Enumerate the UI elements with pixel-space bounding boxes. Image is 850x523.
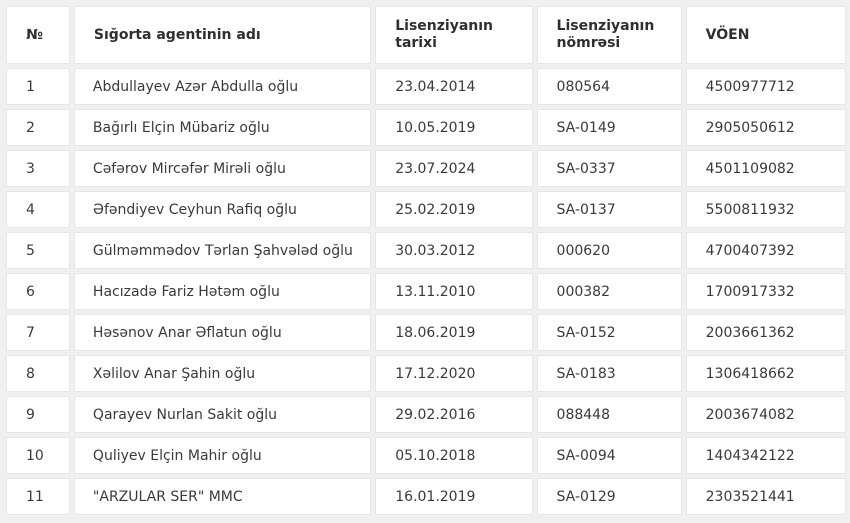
agent-name: Quliyev Elçin Mahir oğlu: [74, 437, 371, 474]
license-number: SA-0337: [537, 150, 682, 187]
license-number: SA-0094: [537, 437, 682, 474]
insurance-agents-table: [2, 2, 850, 519]
voen-number: 1306418662: [686, 355, 846, 392]
license-date: 10.05.2019: [375, 109, 532, 146]
agent-name: "ARZULAR SER" MMC: [74, 478, 371, 515]
voen-number: 1700917332: [686, 273, 846, 310]
agent-name: Hacızadə Fariz Hətəm oğlu: [74, 273, 371, 310]
license-date: 16.01.2019: [375, 478, 532, 515]
agent-name: Həsənov Anar Əflatun oğlu: [74, 314, 371, 351]
row-number: 9: [6, 396, 70, 433]
license-number: SA-0183: [537, 355, 682, 392]
agent-name: Bağırlı Elçin Mübariz oğlu: [74, 109, 371, 146]
header-row: [6, 6, 846, 64]
license-date: 23.04.2014: [375, 68, 532, 105]
table-row: [6, 396, 846, 433]
license-date: 23.07.2024: [375, 150, 532, 187]
license-date: 18.06.2019: [375, 314, 532, 351]
header-license-date: Lisenziyanın tarixi: [375, 6, 532, 64]
agent-name: Əfəndiyev Ceyhun Rafiq oğlu: [74, 191, 371, 228]
table-row: [6, 437, 846, 474]
voen-number: 2303521441: [686, 478, 846, 515]
license-number: SA-0137: [537, 191, 682, 228]
license-number: 088448: [537, 396, 682, 433]
voen-number: 4700407392: [686, 232, 846, 269]
license-date: 29.02.2016: [375, 396, 532, 433]
table-body: [6, 68, 846, 515]
row-number: 4: [6, 191, 70, 228]
table-row: [6, 232, 846, 269]
license-date: 30.03.2012: [375, 232, 532, 269]
row-number: 8: [6, 355, 70, 392]
voen-number: 1404342122: [686, 437, 846, 474]
agent-name: Cəfərov Mircəfər Mirəli oğlu: [74, 150, 371, 187]
row-number: 1: [6, 68, 70, 105]
license-number: SA-0129: [537, 478, 682, 515]
row-number: 5: [6, 232, 70, 269]
header-agent-name: Sığorta agentinin adı: [74, 6, 371, 64]
header-voen: VÖEN: [686, 6, 846, 64]
table-row: [6, 68, 846, 105]
row-number: 2: [6, 109, 70, 146]
agent-name: Xəlilov Anar Şahin oğlu: [74, 355, 371, 392]
voen-number: 2003661362: [686, 314, 846, 351]
header-license-number: Lisenziyanın nömrəsi: [537, 6, 682, 64]
table-row: [6, 273, 846, 310]
table-row: [6, 191, 846, 228]
voen-number: 5500811932: [686, 191, 846, 228]
header-number: №: [6, 6, 70, 64]
row-number: 10: [6, 437, 70, 474]
agent-name: Gülməmmədov Tərlan Şahvələd oğlu: [74, 232, 371, 269]
license-date: 05.10.2018: [375, 437, 532, 474]
row-number: 3: [6, 150, 70, 187]
agent-name: Abdullayev Azər Abdulla oğlu: [74, 68, 371, 105]
license-number: SA-0149: [537, 109, 682, 146]
license-date: 13.11.2010: [375, 273, 532, 310]
voen-number: 4501109082: [686, 150, 846, 187]
row-number: 11: [6, 478, 70, 515]
license-number: SA-0152: [537, 314, 682, 351]
voen-number: 2905050612: [686, 109, 846, 146]
voen-number: 4500977712: [686, 68, 846, 105]
table-header: [6, 6, 846, 64]
table-row: [6, 314, 846, 351]
agent-name: Qarayev Nurlan Sakit oğlu: [74, 396, 371, 433]
license-number: 080564: [537, 68, 682, 105]
license-number: 000620: [537, 232, 682, 269]
table-row: [6, 150, 846, 187]
table-row: [6, 109, 846, 146]
voen-number: 2003674082: [686, 396, 846, 433]
table-row: [6, 478, 846, 515]
license-date: 17.12.2020: [375, 355, 532, 392]
row-number: 7: [6, 314, 70, 351]
table-row: [6, 355, 846, 392]
license-number: 000382: [537, 273, 682, 310]
license-date: 25.02.2019: [375, 191, 532, 228]
row-number: 6: [6, 273, 70, 310]
